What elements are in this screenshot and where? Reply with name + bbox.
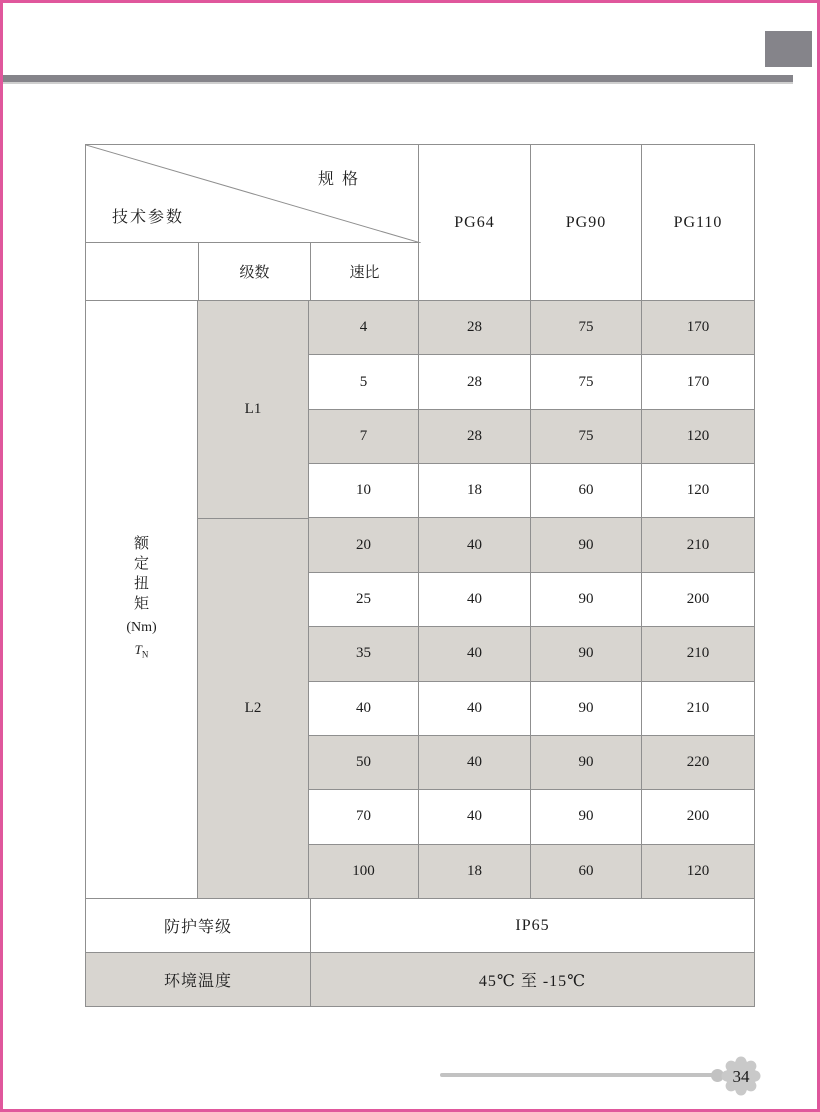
protection-rating-label: 防护等级	[86, 899, 311, 952]
pg110-cell: 170	[686, 319, 710, 336]
pg110-cell: 170	[686, 373, 710, 390]
torque-char: 额	[133, 536, 149, 553]
spec-axis-label: 规 格	[317, 171, 360, 188]
torque-symbol	[135, 640, 149, 665]
table-header-left	[86, 145, 419, 300]
ambient-temperature-value: 45℃ 至 -15℃	[478, 973, 587, 990]
pg64-cell: 18	[419, 845, 531, 898]
stage-column	[198, 301, 309, 898]
page-frame-top	[0, 0, 820, 3]
model-header-pg110: PG110	[673, 213, 723, 231]
stage-group-l2: L2	[244, 699, 262, 716]
ambient-temperature-label: 环境温度	[86, 953, 311, 1006]
table-row	[309, 682, 754, 736]
ratio-cell: 50	[309, 736, 419, 789]
torque-char: 矩	[133, 596, 149, 613]
sub-header-row	[86, 243, 418, 300]
table-row	[309, 518, 754, 572]
table-header	[86, 145, 754, 301]
pg90-cell: 90	[531, 682, 642, 735]
spec-table	[85, 144, 755, 1007]
pg110-cell: 120	[686, 427, 710, 444]
stage-group-l1: L1	[198, 301, 308, 519]
pg64-cell: 40	[419, 627, 531, 680]
ratio-header: 速比	[349, 265, 380, 281]
ratio-cell: 25	[309, 573, 419, 626]
pg90-cell: 90	[531, 573, 642, 626]
pg110-cell: 220	[686, 754, 710, 771]
corner-tab	[765, 31, 812, 67]
pg110-cell: 210	[686, 645, 710, 662]
ratio-cell: 4	[309, 301, 419, 354]
pg90-cell: 90	[531, 627, 642, 680]
pg90-cell: 60	[531, 464, 642, 517]
pg64-cell: 40	[419, 518, 531, 571]
pg64-cell: 40	[419, 573, 531, 626]
pg110-cell: 210	[686, 536, 710, 553]
page-frame-left	[0, 0, 3, 1112]
pg110-cell: 120	[686, 862, 710, 879]
header-rule-bar	[3, 75, 793, 84]
pg64-cell: 28	[419, 355, 531, 408]
ratio-cell: 7	[309, 410, 419, 463]
torque-symbol-main: T	[134, 642, 142, 658]
protection-rating-value: IP65	[515, 916, 550, 934]
torque-label	[126, 534, 156, 665]
pg90-cell: 75	[531, 355, 642, 408]
diagonal-line	[86, 145, 421, 243]
stages-header: 级数	[199, 243, 311, 300]
pg110-cell: 200	[686, 590, 710, 607]
parameter-axis-label: 技术参数	[112, 209, 185, 226]
pg90-cell: 60	[531, 845, 642, 898]
pg64-cell: 40	[419, 736, 531, 789]
pg64-cell: 18	[419, 464, 531, 517]
diagonal-header-cell	[86, 145, 418, 243]
table-row	[309, 627, 754, 681]
model-header-pg90: PG90	[531, 145, 642, 300]
table-row	[309, 845, 754, 898]
footer-rule	[440, 1073, 718, 1077]
pg64-cell: 28	[419, 410, 531, 463]
table-row	[309, 573, 754, 627]
pg110-cell: 120	[686, 482, 710, 499]
pg90-cell: 90	[531, 518, 642, 571]
empty-header-cell	[86, 243, 199, 300]
values-grid	[309, 301, 754, 898]
torque-char: 定	[133, 556, 149, 573]
torque-unit: (Nm)	[126, 620, 157, 636]
ambient-temperature-row	[86, 953, 754, 1006]
torque-char: 扭	[133, 576, 149, 593]
ratio-cell: 5	[309, 355, 419, 408]
pg90-cell: 90	[531, 790, 642, 843]
protection-rating-row	[86, 899, 754, 953]
model-header-pg64: PG64	[419, 145, 531, 300]
table-row	[309, 464, 754, 518]
torque-symbol-sub: N	[141, 649, 149, 660]
pg110-cell: 200	[686, 808, 710, 825]
table-row	[309, 301, 754, 355]
table-row	[309, 355, 754, 409]
torque-row-header-cell	[86, 301, 198, 898]
pg64-cell: 28	[419, 301, 531, 354]
ratio-cell: 35	[309, 627, 419, 680]
ratio-cell: 20	[309, 518, 419, 571]
pg90-cell: 75	[531, 410, 642, 463]
ratio-cell: 100	[309, 845, 419, 898]
pg64-cell: 40	[419, 790, 531, 843]
ratio-cell: 10	[309, 464, 419, 517]
gear-icon	[717, 1052, 765, 1100]
table-row	[309, 410, 754, 464]
pg110-cell: 210	[686, 699, 710, 716]
page-number: 34	[732, 1067, 750, 1086]
model-header-row	[419, 145, 754, 300]
ratio-cell: 40	[309, 682, 419, 735]
pg64-cell: 40	[419, 682, 531, 735]
table-body	[86, 301, 754, 899]
table-row	[309, 736, 754, 790]
table-row	[309, 790, 754, 844]
pg90-cell: 75	[531, 301, 642, 354]
pg90-cell: 90	[531, 736, 642, 789]
ratio-cell: 70	[309, 790, 419, 843]
